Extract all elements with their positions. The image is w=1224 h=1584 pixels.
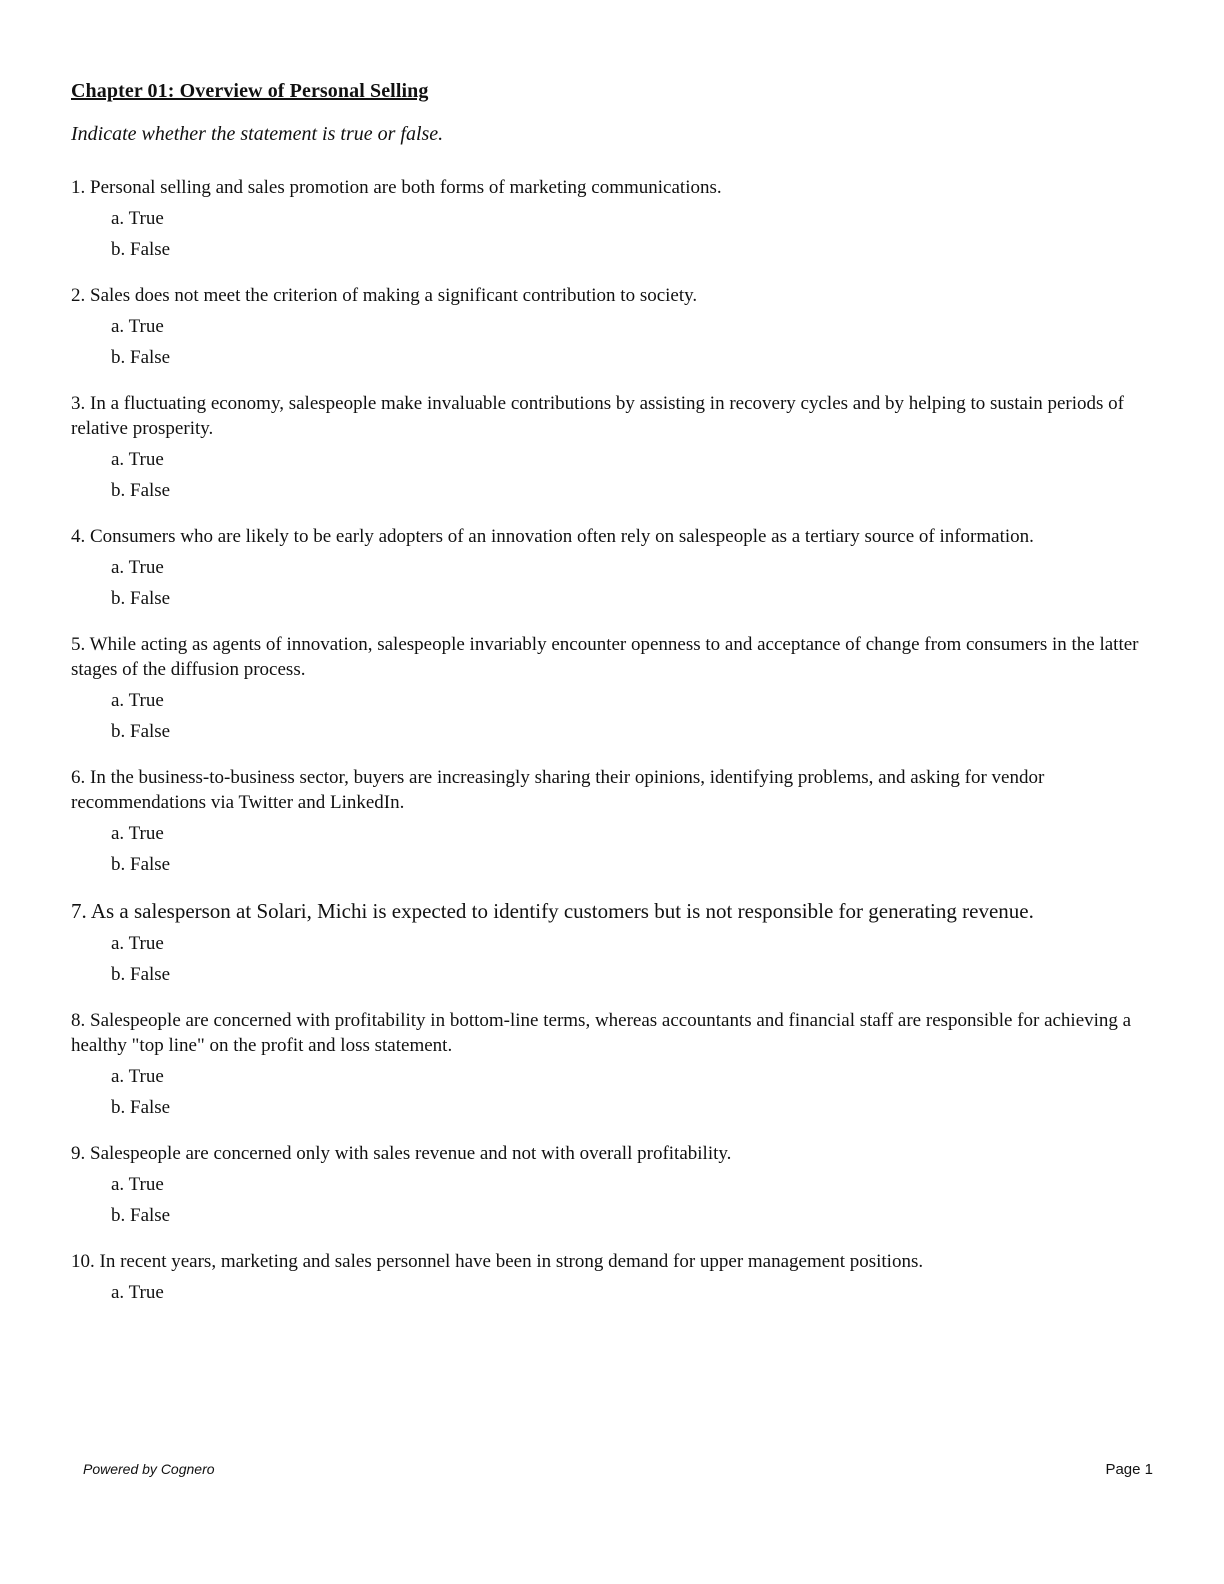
option-false: b. False <box>111 963 171 985</box>
option-false: b. False <box>111 1204 171 1226</box>
question-3 <box>71 391 1151 506</box>
option-true: a. True <box>111 449 164 470</box>
answer-options <box>71 553 1151 614</box>
option-false: b. False <box>111 479 171 501</box>
option-true: a. True <box>111 208 164 229</box>
question-text: 9. Salespeople are concerned only with sales revenue and not with overall profitability. <box>71 1143 732 1164</box>
question-1 <box>71 175 1151 265</box>
option-true: a. True <box>111 1174 164 1195</box>
option-false: b. False <box>111 238 171 260</box>
answer-options <box>71 1062 1151 1123</box>
option-false: b. False <box>111 720 171 742</box>
option-false: b. False <box>111 1096 171 1118</box>
question-text: 10. In recent years, marketing and sales personnel have been in strong demand for upper management positions. <box>71 1251 924 1272</box>
option-false: b. False <box>111 587 171 609</box>
question-text: 5. While acting as agents of innovation, salespeople invariably encounter openness to and acceptance of change from consumers in the latter stages of the diffusion process. <box>71 634 1139 680</box>
question-text: 2. Sales does not meet the criterion of making a significant contribution to society. <box>71 285 698 306</box>
question-text: 4. Consumers who are likely to be early adopters of an innovation often rely on salespeople as a tertiary source of information. <box>71 526 1034 547</box>
option-true: a. True <box>111 823 164 844</box>
answer-options <box>71 445 1151 506</box>
chapter-title: Chapter 01: Overview of Personal Selling <box>71 80 429 102</box>
answer-options <box>71 204 1151 265</box>
question-text: 7. As a salesperson at Solari, Michi is expected to identify customers but is not responsible for generating revenue. <box>71 899 1034 923</box>
question-9 <box>71 1141 1151 1231</box>
question-5 <box>71 632 1151 747</box>
question-text: 8. Salespeople are concerned with profitability in bottom-line terms, whereas accountants and financial staff are responsible for achieving a healthy "top line" on the profit and loss statement. <box>71 1010 1132 1056</box>
question-text: 3. In a fluctuating economy, salespeople make invaluable contributions by assisting in recovery cycles and by helping to sustain periods of relative prosperity. <box>71 393 1125 439</box>
page-number: Page 1 <box>1105 1461 1153 1478</box>
option-true: a. True <box>111 1282 164 1303</box>
instruction-text: Indicate whether the statement is true or false. <box>71 123 444 145</box>
question-4 <box>71 524 1151 614</box>
question-text: 6. In the business-to-business sector, buyers are increasingly sharing their opinions, identifying problems, and asking for vendor recommendations via Twitter and LinkedIn. <box>71 767 1045 813</box>
answer-options <box>71 1278 1151 1309</box>
question-7 <box>71 898 1151 990</box>
question-6 <box>71 765 1151 880</box>
question-10 <box>71 1249 1151 1309</box>
question-list <box>71 175 1151 1327</box>
answer-options <box>71 819 1151 880</box>
question-8 <box>71 1008 1151 1123</box>
option-true: a. True <box>111 690 164 711</box>
option-true: a. True <box>111 1066 164 1087</box>
answer-options <box>71 1170 1151 1231</box>
option-true: a. True <box>111 316 164 337</box>
option-false: b. False <box>111 346 171 368</box>
answer-options <box>71 929 1151 990</box>
option-true: a. True <box>111 933 164 954</box>
option-true: a. True <box>111 557 164 578</box>
answer-options <box>71 312 1151 373</box>
powered-by-footer: Powered by Cognero <box>83 1461 215 1477</box>
option-false: b. False <box>111 853 171 875</box>
answer-options <box>71 686 1151 747</box>
question-text: 1. Personal selling and sales promotion are both forms of marketing communications. <box>71 177 722 198</box>
question-2 <box>71 283 1151 373</box>
